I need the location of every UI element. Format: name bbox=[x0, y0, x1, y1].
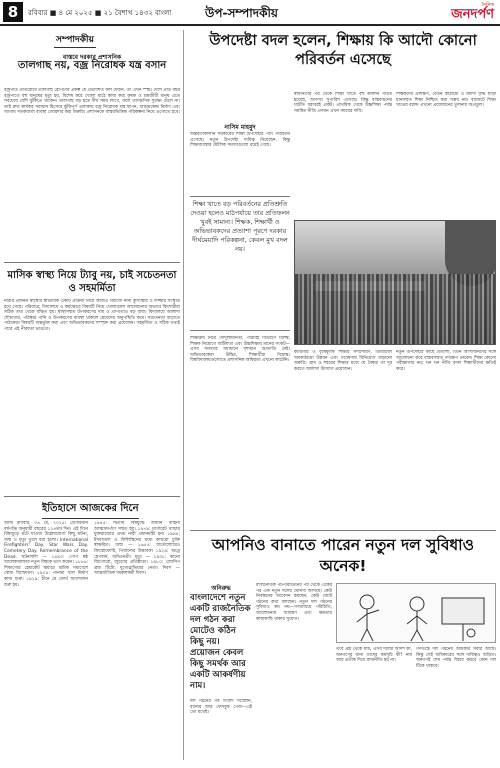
main-headline: উপদেষ্টা বদল হলেন, শিক্ষায় কি আদৌ কোনো পরিবর্তন এসেছে bbox=[209, 33, 477, 68]
article3-col1b: দল গঠনের পর সংবাদ সম্মেলন, ব্যানার আর ফেসবুক পেজ—এই তো যথেষ্ট। bbox=[190, 699, 252, 716]
pull-quote-text: শিক্ষা খাতে বড় পরিবর্তনের প্রতিশ্রুতি দেওয়া হলেও মাঠপর্যায়ে তার প্রতিফলন খুবই সামান্য। শিক্ষক, শিক্ষার্থী ও অভিভাবকদের প্রত্যাশা পূরণে দরকার দীর্ঘমেয়াদি পরিকল্পনা, কেবল মুখ বদল নয়। bbox=[190, 200, 290, 253]
editorial-headline: তালগাছ নয়, বজ্র নিরোধক যন্ত্র বসান bbox=[17, 60, 167, 71]
editorial-body: বজ্রপাত প্রতিরোধে তালগাছ রোপণের প্রকল্প যে প্রত্যাশিত ফল দেয়নি, তা এখন স্পষ্ট। দেশে প্রতি বছর বজ্রপাতে বহু মানুষের মৃত্যু হয়, বিশেষ করে খোলা মাঠে কাজ করা কৃষক ও শ্রমজীবী মানুষ এতে সবচেয়ে বেশি ঝুঁকিতে থাকেন। তালগাছ বড় হতে দীর্ঘ সময় লাগে, ফলে তাৎক্ষণিক সুরক্ষা মেলে না। তাই দ্রুত কার্যকর সমাধান হিসেবে ঝুঁকিপূর্ণ এলাকায় বজ্র নিরোধক যন্ত্র স্থাপন, আশ্রয়কেন্দ্র নির্মাণ এবং আগাম সতর্কবার্তা ব্যবস্থা জোরদার করা জরুরি। প্রশাসনকে বাস্তবভিত্তিক পরিকল্পনা নিয়ে এগোতে হবে। bbox=[4, 88, 180, 116]
right-column bbox=[190, 30, 496, 760]
section-title: উপ-সম্পাদকীয় bbox=[205, 6, 278, 20]
history-col2: ১৯৪৫: দ্বিতীয় বিশ্বযুদ্ধে জার্মান বাহিনী আত্মসমর্পণে সম্মত হয়। ১৯৭৯: মার্গারেট থ্যাচার যুক্তরাজ্যের প্রথম নারী প্রধানমন্ত্রী হন। ১৯৯৪: ইসরায়েল ও ফিলিস্তিনের মধ্যে কায়রো চুক্তি স্বাক্ষরিত। জন্ম — ১৬৫৫: বার্তোলোমেও ক্রিস্তোফোরি, পিয়ানোর উদ্ভাবক। ১৯২৯: অড্রে হেপবার্ন, অভিনেত্রী। মৃত্যু — ১৯৩৮: কানো জিগোরো, জুডোর প্রতিষ্ঠাতা। ১৯৮০: জোসিপ ব্রজ টিটো, যুগোস্লাভিয়ার নেতা। দিবস — আন্তর্জাতিক দমকলকর্মী দিবস। bbox=[94, 521, 180, 577]
photo-crowd bbox=[295, 274, 495, 344]
article3-author: অনিরুদ্ধ bbox=[211, 585, 231, 592]
article3-headline: আপনিও বানাতে পারেন নতুন দল সুবিধাও অনেক! bbox=[211, 536, 475, 575]
history-col1: আজ রবিবার, ০৪ মে, ২০২৫। গ্রেগরিয়ান বর্ষপঞ্জি অনুযায়ী বছরের ১২৪তম দিন। এই দিনে বিশ্বজুড়ে ঘটে যাওয়া উল্লেখযোগ্য কিছু ঘটনা, জন্ম ও মৃত্যু তুলে ধরা হলো। International Firefighters' Day. Star Wars Day. Cemetery Day. Remembrance of the Dead. ঘটনাবলি — ১৪৯৩: পোপ ষষ্ঠ আলেকজান্ডার নতুন বিশ্বকে ভাগ করেন। ১৮৮৬: শিকাগোর হেমার্কেট স্কয়ারে শ্রমিক সমাবেশে বোমা বিস্ফোরণ। ১৯০৪: পানামা খাল নির্মাণ কাজ শুরু। ১৯১৯: চীনে মে ফোর্থ আন্দোলন শুরু হয়। bbox=[4, 521, 88, 588]
main-author: নাসিম মাহমুদ bbox=[224, 124, 256, 131]
main-col2b: কারিগরি ও বৃত্তিমূলক শিক্ষার সম্প্রসারণ, ডিজিটাল অবকাঠামো উন্নয়ন এবং গবেষণায় বিনিয়োগ বাড়ানো জরুরি। গ্রাম ও শহরের শিক্ষার মধ্যে যে বৈষম্য তা দূর করতে আলাদা উদ্যোগ প্রয়োজন। bbox=[294, 350, 392, 372]
article2-headline: মাসিক স্বাস্থ্য নিয়ে ট্যাবু নয়, চাই সচেতনতা ও সহমর্মিতা bbox=[7, 270, 177, 294]
new-party-article bbox=[190, 530, 496, 760]
page-number: 8 bbox=[3, 2, 23, 22]
history-section bbox=[4, 496, 180, 760]
pull-quote bbox=[190, 196, 290, 331]
menstrual-health-article bbox=[4, 262, 180, 492]
article3-col4b: গণতন্ত্রে দল গঠনের অধিকার সবার আছে। কিন্তু সেই অধিকারের সঙ্গে দায়িত্বও জড়িত। জনগণই শেষ পর্যন্ত বিচার করবে কোন দল টিকে থাকবে। bbox=[416, 647, 496, 669]
main-body-1: অন্তর্বর্তীকালীন সরকারের শিক্ষা উপদেষ্টার পদে পরিবর্তন এসেছে। নতুন উপদেষ্টা দায়িত্ব নিয়েছেন, কিন্তু শিক্ষাব্যবস্থার মৌলিক সমস্যাগুলো রয়েই গেছে। bbox=[190, 132, 290, 149]
article3-col3b: তবে প্রশ্ন থেকে যায়, এসব দলের আদর্শ কী, জনগণের জন্য তাদের কর্মসূচি কী? নাম আর প্রতীক দিয়ে রাজনীতি হয় না। bbox=[336, 647, 412, 664]
editorial-tag: সম্পাদকীয় bbox=[54, 32, 96, 48]
main-col3: শিক্ষকদের প্রশিক্ষণ, বেতন কাঠামো ও মর্যাদা বৃদ্ধি ছাড়া মানসম্মত শিক্ষা নিশ্চিত করা সম্ভব নয়। বাজেটে শিক্ষা খাতের বরাদ্দ এখনো প্রয়োজনের তুলনায় অপ্রতুল। bbox=[396, 92, 496, 109]
date-line: রবিবার ■ ৪ মে ২০২৫ ■ ২১ বৈশাখ ১৪৩২ বাংলা bbox=[28, 9, 172, 17]
cartoon-illustration bbox=[336, 583, 496, 643]
main-body-2: শিক্ষাক্রম নিয়ে দোদুল্যমানতা, পাঠ্যবই বিতরণে বিলম্ব, শিক্ষক নিয়োগে জটিলতা এবং উচ্চশিক্ষায় মানের সংকট—এসব সমস্যার সমাধানে দৃশ্যমান অগ্রগতি নেই। অভিভাবকেরা উদ্বিগ্ন, শিক্ষার্থীরা বিভ্রান্ত। বিশ্ববিদ্যালয়গুলোতে প্রশাসনিক অস্থিরতা এখনো কাটেনি। bbox=[190, 336, 290, 364]
news-photo bbox=[294, 220, 496, 345]
main-col3b: নতুন উপদেষ্টার কাছে প্রত্যাশা, তিনি অংশীজনদের সঙ্গে আলোচনা করে বাস্তবসম্মত পদক্ষেপ নেবেন। শিক্ষা কোনো পরীক্ষাগার নয়; ঘন ঘন নীতি বদল শিক্ষার্থীদের ক্ষতিই করে। bbox=[396, 350, 496, 372]
page-header bbox=[0, 0, 500, 26]
masthead-logo bbox=[451, 2, 494, 22]
main-col2: স্বাধীনতার পর থেকে শিক্ষা খাতে বহু কমিশন গঠিত হয়েছে, অসংখ্য সুপারিশ এসেছে। কিন্তু বাস্তবায়নের ঘাটতি বরাবরই প্রকট। প্রাথমিক থেকে উচ্চশিক্ষা পর্যন্ত সমন্বিত নীতি প্রণয়ন এখন সময়ের দাবি। bbox=[294, 92, 392, 114]
article2-body: নারীর প্রজনন স্বাস্থ্যের স্বাভাবিক একটি প্রক্রিয়া নিয়ে আজও সমাজে নানা কুসংস্কার ও লজ্জার সংস্কৃতি রয়ে গেছে। পরিবারে, বিদ্যালয়ে ও কর্মক্ষেত্রে বিষয়টি নিয়ে খোলামেলা আলোচনার অভাবে কিশোরীরা সঠিক তথ্য থেকে বঞ্চিত হয়। স্বাস্থ্যসম্মত উপকরণের দাম ও প্রাপ্যতাও বড় বাধা। বিদ্যালয়ে আলাদা শৌচাগার, পরিষ্কার পানি ও উপকরণের ব্যবস্থা থাকলে মেয়েদের অনুপস্থিতি কমে। সচেতনতা বাড়াতে পাঠ্যক্রমে বিষয়টি অন্তর্ভুক্ত করা এবং অভিভাবকদের সম্পৃক্ত করা প্রয়োজন। সহমর্মিতা ও সঠিক তথ্যই পারে এই নীরবতা ভাঙতে। bbox=[4, 299, 180, 332]
editorial-kicker: বাস্তবে দরকার প্রশাসনিক bbox=[62, 54, 122, 61]
editorial bbox=[4, 30, 180, 260]
masthead-small: দৈনিক bbox=[481, 2, 494, 8]
left-column bbox=[4, 30, 184, 760]
cartoon-svg bbox=[337, 584, 496, 643]
masthead-name: জনদর্পণ bbox=[451, 7, 494, 22]
article3-col2: রাজনৈতিক পটপরিবর্তনের পর থেকে একের পর এক নতুন দলের ঘোষণা আসছে। কেউ নিবন্ধনের আবেদন করছেন, কেউ জোট গঠনের কথা বলছেন। নতুন দল গঠনের সুবিধাও কম নয়—গণমাধ্যমে পরিচিতি, আলোচনায় আমন্ত্রণ এবং ক্ষমতার কাছাকাছি থাকার সুযোগ। bbox=[256, 583, 332, 622]
article3-pull: বাংলাদেশে নতুন একটি রাজনৈতিক দল গঠন করা মোটেও কঠিন কিছু নয়। প্রয়োজন কেবল কিছু সমর্থক আর একটি আকর্ষণীয় নাম। bbox=[190, 593, 251, 691]
history-title: ইতিহাসে আজকের দিনে bbox=[42, 501, 139, 519]
